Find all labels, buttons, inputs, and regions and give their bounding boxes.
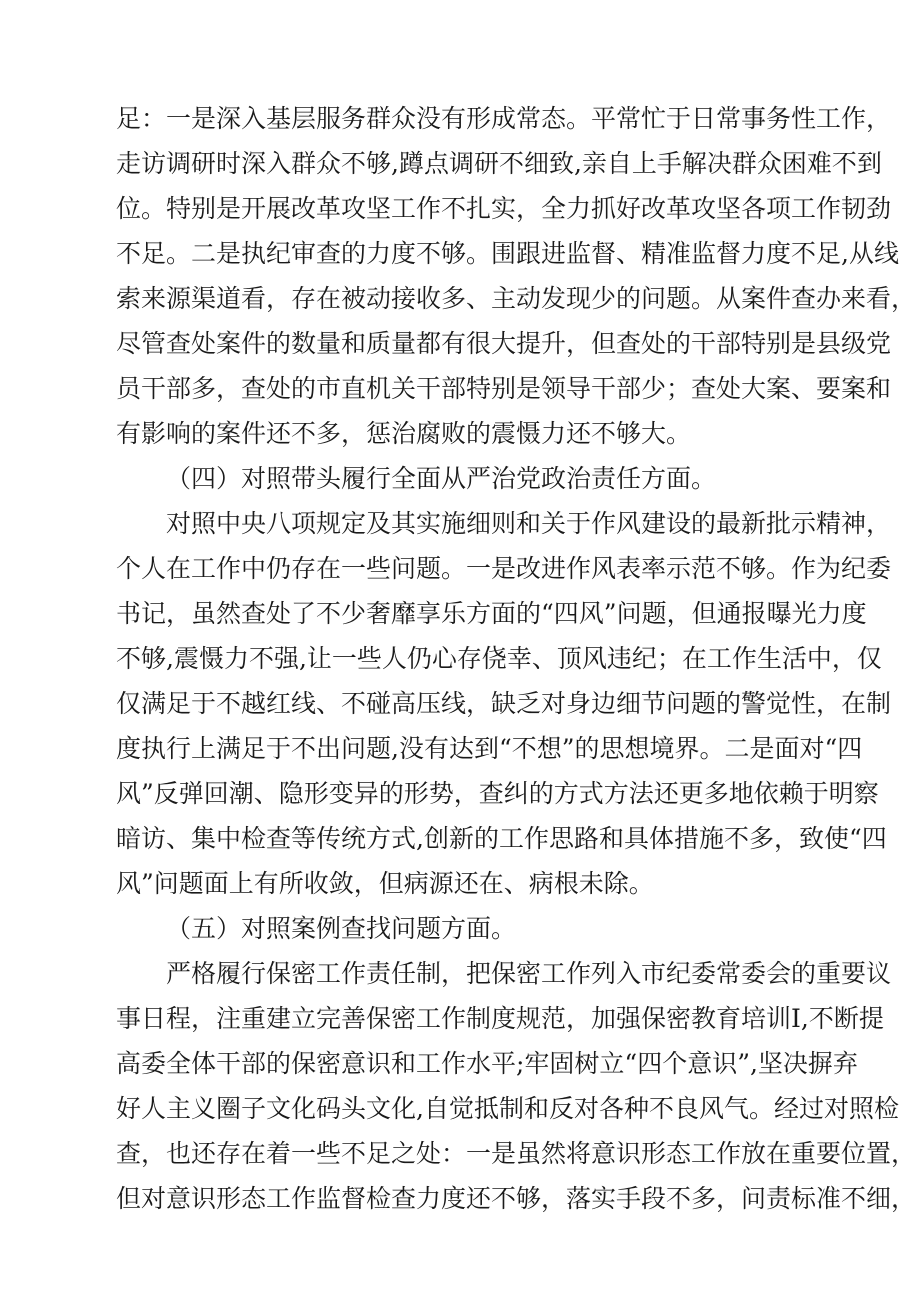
paragraph-line: 仅满足于不越红线、不碰高压线，缺乏对身边细节问题的警觉性，在制	[116, 689, 892, 718]
paragraph-line: 位。特别是开展改革攻坚工作不扎实，全力抓好改革攻坚各项工作韧劲	[116, 194, 892, 223]
paragraph-line: 严格履行保密工作责任制，把保密工作列入市纪委常委会的重要议	[166, 959, 892, 988]
paragraph-line: 书记，虽然查处了不少奢靡享乐方面的“四风”问题，但通报曝光力度	[116, 599, 867, 628]
paragraph-line: 员干部多，查处的市直机关干部特别是领导干部少；查处大案、要案和	[116, 374, 892, 403]
section-heading-4: （四）对照带头履行全面从严治党政治责任方面。	[166, 464, 717, 493]
section-heading-5: （五）对照案例查找问题方面。	[166, 914, 517, 943]
paragraph-line: 足：一是深入基层服务群众没有形成常态。平常忙于日常事务性工作，	[116, 104, 892, 133]
paragraph-line: 查，也还存在着一些不足之处：一是虽然将意识形态工作放在重要位置，	[116, 1139, 917, 1168]
paragraph-line: 风”反弹回潮、隐形变异的形势，查纠的方式方法还更多地依赖于明察	[116, 779, 879, 808]
paragraph-line: 不足。二是执纪审查的力度不够。围跟进监督、精准监督力度不足,从线	[116, 239, 899, 268]
paragraph-line: 索来源渠道看，存在被动接收多、主动发现少的问题。从案件查办来看，	[116, 284, 917, 313]
paragraph-line: 有影响的案件还不多，惩治腐败的震慑力还不够大。	[116, 419, 692, 448]
paragraph-line: 高委全体干部的保密意识和工作水平;牢固树立“四个意识”,坚决摒弃	[116, 1049, 858, 1078]
paragraph-line: 尽管查处案件的数量和质量都有很大提升，但查处的干部特别是县级党	[116, 329, 892, 358]
paragraph-line: 好人主义圈子文化码头文化,自觉抵制和反对各种不良风气。经过对照检	[116, 1094, 899, 1123]
paragraph-line: 不够,震慑力不强,让一些人仍心存侥幸、顶风违纪；在工作生活中，仅	[116, 644, 882, 673]
paragraph-line: 对照中央八项规定及其实施细则和关于作风建设的最新批示精神，	[166, 509, 892, 538]
paragraph-line: 度执行上满足于不出问题,没有达到“不想”的思想境界。二是面对“四	[116, 734, 863, 763]
paragraph-line: 但对意识形态工作监督检查力度还不够，落实手段不多，问责标准不细，	[116, 1184, 917, 1213]
paragraph-line: 个人在工作中仍存在一些问题。一是改进作风表率示范不够。作为纪委	[116, 554, 892, 583]
paragraph-line: 暗访、集中检查等传统方式,创新的工作思路和具体措施不多，致使“四	[116, 824, 887, 853]
paragraph-line: 走访调研时深入群众不够,蹲点调研不细致,亲自上手解决群众困难不到	[116, 149, 882, 178]
paragraph-line: 事日程，注重建立完善保密工作制度规范，加强保密教育培训I,不断提	[116, 1004, 884, 1033]
paragraph-line: 风”问题面上有所收敛，但病源还在、病根未除。	[116, 869, 654, 898]
